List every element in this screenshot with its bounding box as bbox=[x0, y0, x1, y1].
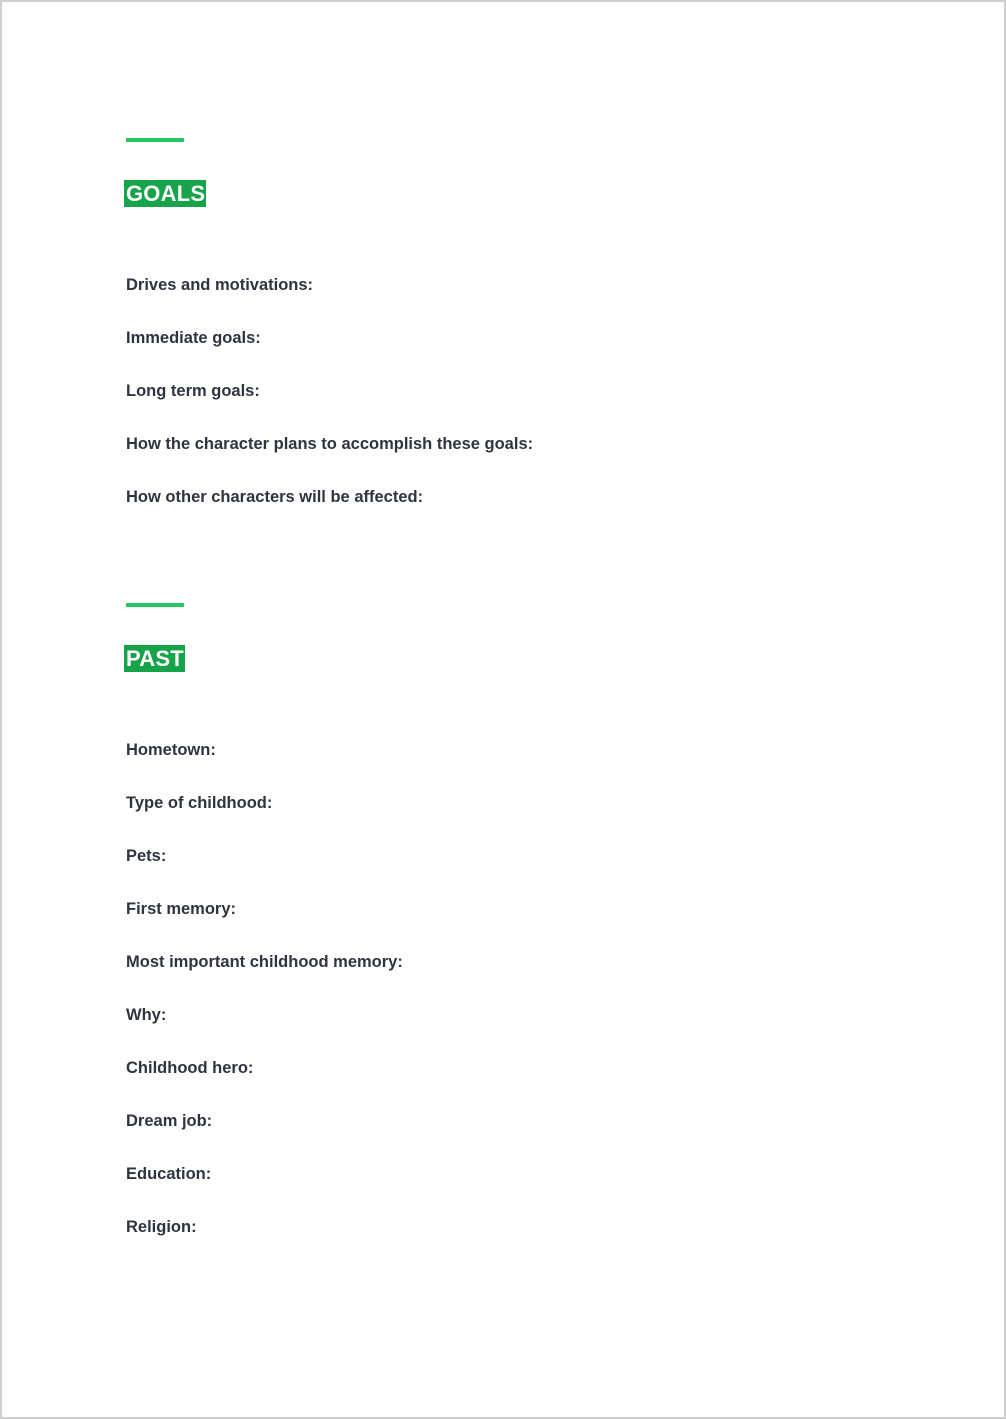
past-field-list bbox=[124, 740, 403, 1237]
field-plans-to-accomplish: How the character plans to accomplish these goals: bbox=[126, 435, 534, 453]
field-why: Why: bbox=[126, 1006, 167, 1024]
field-hometown: Hometown: bbox=[126, 741, 216, 759]
field-religion: Religion: bbox=[126, 1218, 197, 1236]
goals-field-list bbox=[124, 275, 533, 507]
field-immediate-goals: Immediate goals: bbox=[126, 329, 261, 347]
past-section bbox=[124, 603, 403, 1270]
field-pets: Pets: bbox=[126, 847, 167, 865]
field-long-term-goals: Long term goals: bbox=[126, 382, 260, 400]
field-education: Education: bbox=[126, 1165, 212, 1183]
section-title-goals: GOALS bbox=[126, 181, 206, 206]
field-first-memory: First memory: bbox=[126, 900, 237, 918]
field-childhood-hero: Childhood hero: bbox=[126, 1059, 254, 1077]
section-accent-rule bbox=[126, 138, 184, 142]
goals-section bbox=[124, 138, 533, 540]
field-others-affected: How other characters will be affected: bbox=[126, 488, 424, 506]
field-dream-job: Dream job: bbox=[126, 1112, 213, 1130]
field-most-important-childhood-memory: Most important childhood memory: bbox=[126, 953, 403, 971]
field-drives-and-motivations: Drives and motivations: bbox=[126, 276, 314, 294]
section-accent-rule bbox=[126, 603, 184, 607]
field-type-of-childhood: Type of childhood: bbox=[126, 794, 273, 812]
section-title-past: PAST bbox=[126, 646, 184, 671]
